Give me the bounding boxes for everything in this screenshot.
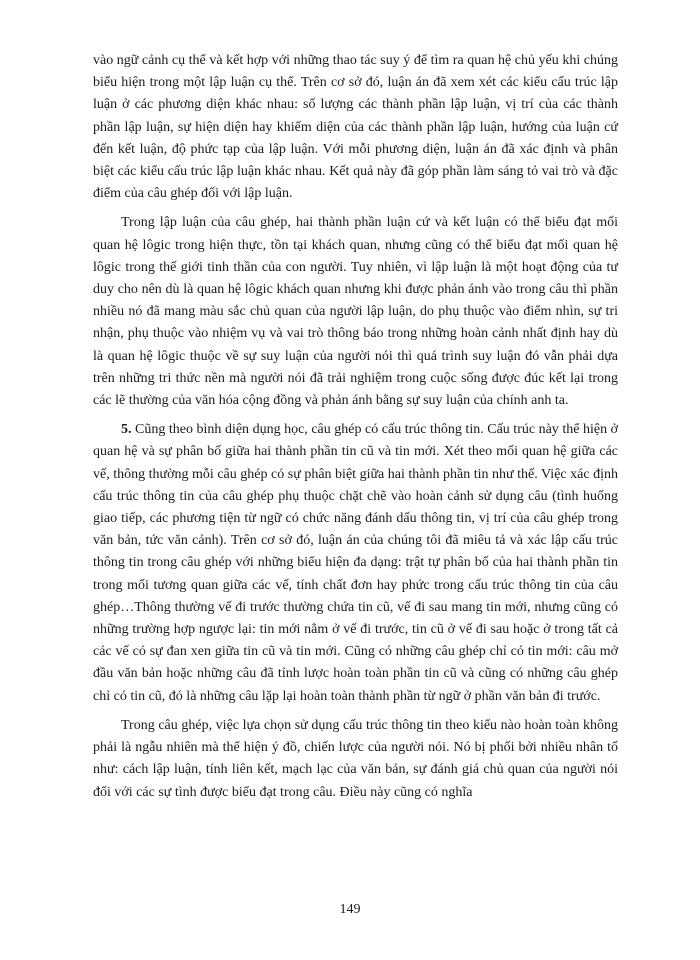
paragraph-text: Cũng theo bình diện dụng học, câu ghép có cấu trúc thông tin. Cấu trúc này thể hiện ở quan hệ và sự phân bố giữa hai thành phần tin cũ và tin mới. Xét theo mối quan hệ giữa các vế, thông thường mỗi câu ghép có sự phân biệt giữa hai thành phần tin như thế. Việc xác định cấu trúc thông tin của câu ghép phụ thuộc chặt chẽ vào hoàn cảnh sử dụng câu (tình huống giao tiếp, các phương tiện từ ngữ có chức năng đánh dấu thông tin, vị trí của câu ghép trong văn bản, tức văn cảnh). Trên cơ sở đó, luận án của chúng tôi đã miêu tả và xác lập cấu trúc thông tin trong câu ghép với những biểu hiện đa dạng: trật tự phân bố của hai thành phần tin trong mối tương quan giữa các vế, tính chất đơn hay phức trong cấu trúc thông tin của câu ghép…Thông thường vế đi trước thường chứa tin cũ, vế đi sau mang tin mới, nhưng cũng có những trường hợp ngược lại: tin mới nằm ở vế đi trước, tin cũ ở vế đi sau hoặc ở trong tất cả các vế có sự đan xen giữa tin cũ và tin mới. Cũng có những câu ghép chỉ có tin mới: câu mở đầu văn bản hoặc những câu đã tỉnh lược hoàn toàn phần tin cũ và cũng có những câu ghép chỉ có tin cũ, đó là những câu lặp lại hoàn toàn thành phần từ ngữ ở phần văn bản đi trước. xyxy=(93,422,618,704)
page-number: 149 xyxy=(339,902,361,917)
paragraph-speaker-strategy: Trong câu ghép, việc lựa chọn sử dụng cấu trúc thông tin theo kiểu nào hoàn toàn không phải là ngẫu nhiên mà thể hiện ý đồ, chiến lược của người nói. Nó bị phối bởi nhiều nhân tố như: cách lập luận, tính liên kết, mạch lạc của văn bản, sự đánh giá chủ quan của người nói đối với các sự tình được biểu đạt trong câu. Điều này cũng có nghĩa xyxy=(93,717,618,800)
item-number: 5. xyxy=(121,422,132,438)
paragraph-argumentation: Trong lập luận của câu ghép, hai thành phần luận cứ và kết luận có thể biểu đạt mối quan hệ lôgic trong hiện thực, tồn tại khách quan, nhưng cũng có thể biểu đạt mối quan hệ lôgic trong thế giới tinh thần của con người. Tuy nhiên, vì lập luận là một hoạt động của tư duy cho nên dù là quan hệ lôgic khách quan nhưng khi được phản ánh vào trong câu thì phần nhiều nó đã mang màu sắc chủ quan của người lập luận, do phụ thuộc vào điểm nhìn, sự tri nhận, phụ thuộc vào nhiệm vụ và vai trò thông báo trong những hoàn cảnh nhất định hay dù là quan hệ lôgic thuộc về sự suy luận của người nói thì quá trình suy luận đó vẫn phải dựa trên những tri thức nền mà người nói đã trải nghiệm trong cuộc sống được đúc kết lại trong các lẽ thường của văn hóa cộng đồng và phản ánh bằng sự suy luận của chính anh ta. xyxy=(93,215,618,409)
body-text xyxy=(93,50,618,804)
paragraph-information-structure xyxy=(93,419,618,708)
paragraph-continued: vào ngữ cảnh cụ thể và kết hợp với những thao tác suy ý để tìm ra quan hệ chủ yếu khi chúng biểu hiện trong một lập luận cụ thể. Trên cơ sở đó, luận án đã xem xét các kiểu cấu trúc lập luận ở các phương diện khác nhau: số lượng các thành phần lập luận, vị trí của các thành phần lập luận, sự hiện diện hay khiếm diện của các thành phần lập luận, hướng của luận cứ đến kết luận, độ phức tạp của lập luận. Với mỗi phương diện, luận án đã xác định và phân biệt các kiểu cấu trúc lập luận khác nhau. Kết quả này đã góp phần làm sáng tỏ vai trò và đặc điểm của câu ghép đối với lập luận. xyxy=(93,53,618,202)
